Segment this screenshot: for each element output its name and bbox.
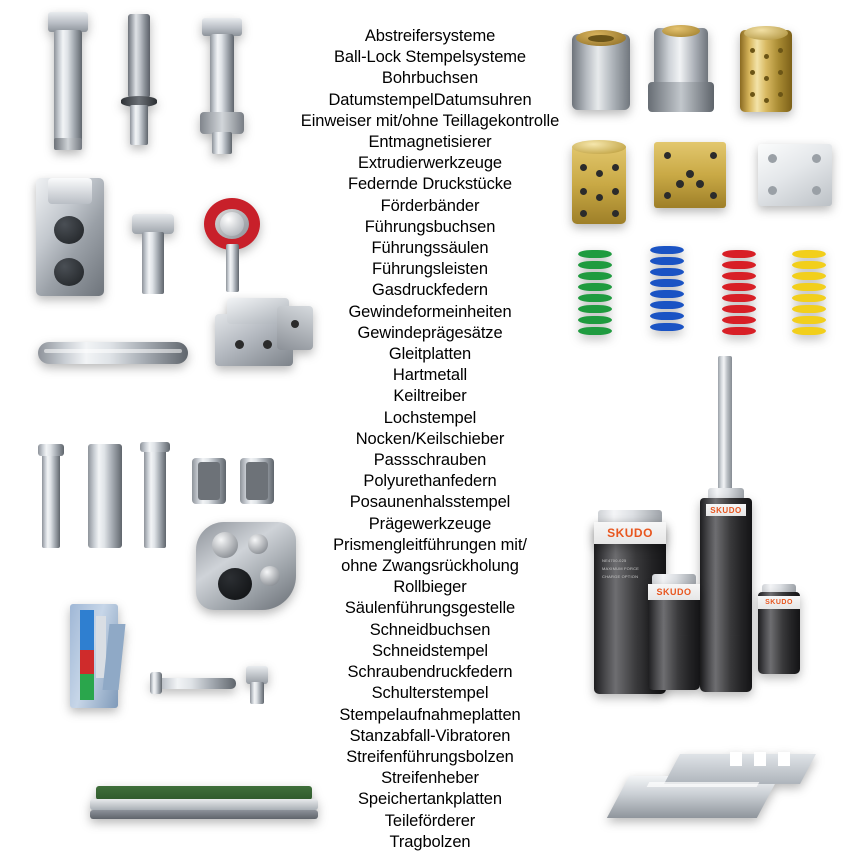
- skudo-label: SKUDO: [758, 596, 800, 609]
- list-item[interactable]: Prägewerkzeuge: [368, 514, 492, 533]
- die-spring-red: [722, 250, 756, 336]
- list-item[interactable]: Polyurethanfedern: [363, 472, 497, 491]
- list-item[interactable]: Rollbieger: [393, 578, 467, 597]
- list-item[interactable]: Führungsleisten: [372, 260, 488, 279]
- pin-and-bolt-photo: [150, 660, 280, 710]
- guide-bushings-photo: [572, 24, 842, 130]
- list-item[interactable]: Säulenführungsgestelle: [344, 599, 516, 618]
- list-item[interactable]: Gleitplatten: [388, 345, 472, 364]
- list-item[interactable]: Prismengleitführungen mit/: [333, 535, 527, 554]
- product-list-column: [290, 0, 570, 851]
- slide-plates-photo: [654, 138, 844, 226]
- list-item[interactable]: Posaunenhalsstempel: [349, 493, 511, 512]
- list-item[interactable]: Lochstempel: [383, 408, 477, 427]
- skudo-label: SKUDO: [648, 584, 700, 600]
- list-item[interactable]: DatumstempelDatumsuhren: [328, 90, 532, 109]
- list-item[interactable]: Stanzabfall-Vibratoren: [349, 726, 511, 745]
- list-item[interactable]: Abstreifersysteme: [364, 27, 496, 45]
- cutaway-assembly-photo: [62, 604, 142, 714]
- list-item[interactable]: Ball-Lock Stempelsysteme: [333, 48, 526, 67]
- die-spring-green: [578, 250, 612, 336]
- list-item[interactable]: Gasdruckfedern: [372, 281, 488, 300]
- list-item[interactable]: Schulterstempel: [371, 684, 489, 703]
- list-item[interactable]: Stempelaufnahmeplatten: [339, 705, 521, 724]
- list-item[interactable]: Schneidbuchsen: [369, 620, 491, 639]
- die-spring-yellow: [792, 250, 826, 336]
- left-image-column: [0, 0, 290, 822]
- guide-rail-photo: [38, 336, 188, 370]
- list-item[interactable]: Führungssäulen: [371, 239, 489, 258]
- list-item[interactable]: Förderbänder: [380, 196, 480, 215]
- list-item[interactable]: ohne Zwangsrückholung: [341, 557, 519, 576]
- carbide-tool-photo: [618, 748, 818, 826]
- list-item[interactable]: Tragbolzen: [389, 832, 471, 851]
- list-item[interactable]: Speichertankplatten: [358, 790, 502, 809]
- right-image-column: [570, 0, 848, 822]
- list-item[interactable]: Extrudierwerkzeuge: [357, 154, 503, 173]
- list-item[interactable]: Schraubendruckfedern: [347, 663, 513, 682]
- list-item[interactable]: Gewindeformeinheiten: [348, 302, 512, 321]
- list-item[interactable]: Keiltreiber: [393, 387, 467, 406]
- list-item[interactable]: Teileförderer: [384, 811, 476, 830]
- list-item[interactable]: Hartmetall: [392, 366, 468, 385]
- guide-pillars-photo: [20, 8, 270, 158]
- skudo-label: SKUDO: [594, 522, 666, 544]
- gas-spring-line3: CHARGE OPTION: [602, 574, 639, 579]
- skudo-label: SKUDO: [706, 504, 746, 516]
- list-item[interactable]: Führungsbuchsen: [364, 217, 496, 236]
- list-item[interactable]: Gewindeprägesätze: [357, 323, 503, 342]
- gas-spring-line2: MAXIMUM FORCE: [602, 566, 640, 571]
- list-item[interactable]: Passschrauben: [373, 451, 487, 470]
- product-list: [290, 26, 570, 853]
- die-springs-photo: [570, 242, 844, 338]
- gas-spring-code: NE4700-025: [602, 558, 627, 563]
- list-item[interactable]: Streifenheber: [381, 769, 479, 788]
- list-item[interactable]: Schneidstempel: [371, 641, 488, 660]
- list-item[interactable]: Entmagnetisierer: [368, 133, 492, 152]
- list-item[interactable]: Nocken/Keilschieber: [355, 429, 505, 448]
- bronze-bushing-photo: [570, 138, 640, 226]
- conveyor-belt-photo: [90, 786, 320, 826]
- list-item[interactable]: Bohrbuchsen: [381, 69, 479, 88]
- gas-springs-photo: [590, 352, 840, 698]
- list-item[interactable]: Streifenführungsbolzen: [346, 747, 514, 766]
- list-item[interactable]: Federnde Druckstücke: [348, 175, 512, 194]
- list-item[interactable]: Einweiser mit/ohne Teillagekontrolle: [300, 111, 560, 130]
- die-spring-blue: [650, 246, 684, 332]
